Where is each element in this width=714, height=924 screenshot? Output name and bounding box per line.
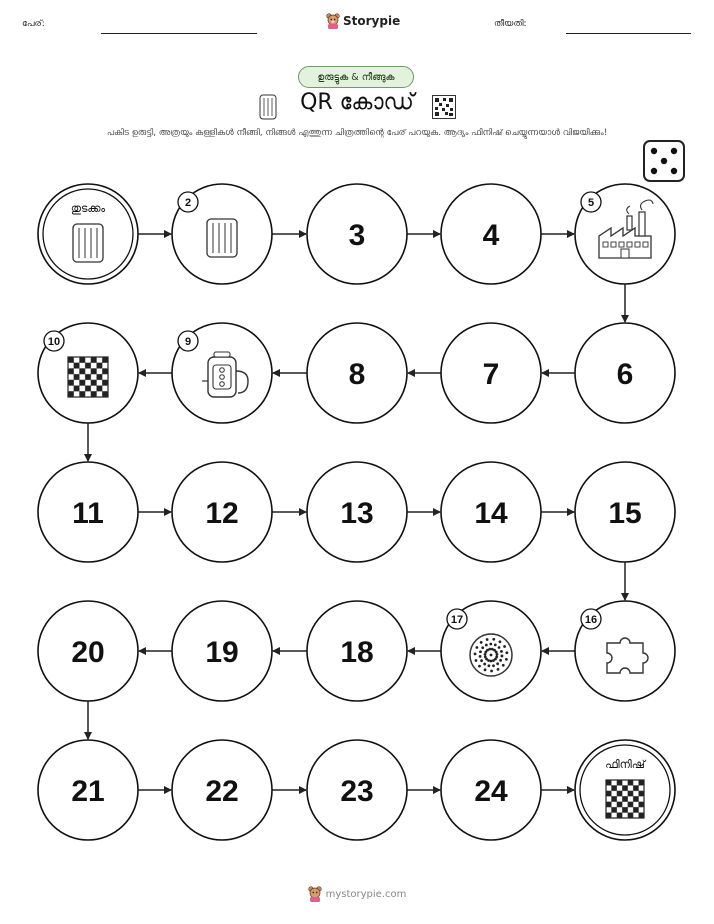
board-cell-19 [172, 601, 272, 701]
board-cell-15 [575, 462, 675, 562]
qr-code-icon [606, 780, 644, 818]
cell-number: 7 [482, 358, 500, 391]
cell-number: 14 [474, 497, 508, 530]
cell-number: 8 [348, 358, 366, 391]
radiator-icon [73, 224, 103, 262]
board-cell-2 [172, 184, 272, 284]
cell-number: 10 [47, 336, 61, 348]
cell-number: 23 [340, 775, 374, 808]
page-title: QR കോഡ് [300, 90, 414, 115]
board-cell-8 [307, 323, 407, 423]
board-cell-21 [38, 740, 138, 840]
cell-number: 24 [474, 775, 508, 808]
start-label: തുടക്കം [70, 202, 106, 215]
cell-number: 15 [608, 497, 642, 530]
footer [0, 886, 714, 902]
board-cell-22 [172, 740, 272, 840]
name-label: പേര്: [22, 19, 45, 29]
dotted-circle-icon [470, 634, 512, 676]
board-cell-5 [575, 184, 675, 284]
board-cell-3 [307, 184, 407, 284]
board-cell-6 [575, 323, 675, 423]
finish-label: ഫിനിഷ് [605, 758, 645, 771]
board-cell-17 [441, 601, 541, 701]
qr-code-icon [68, 357, 108, 397]
puzzle-piece-icon [607, 638, 648, 673]
cell-number: 20 [71, 636, 105, 669]
cell-number: 16 [584, 614, 598, 626]
cell-number: 17 [450, 614, 464, 626]
dice-icon [644, 141, 684, 181]
board-cell-9 [172, 323, 272, 423]
instructions-text: പകിട ഉരുട്ടി, അത്രയും കള്ളികൾ നീങ്ങി, നിങ്ങൾ എത്തുന്ന ചിത്രത്തിന്റെ പേര് പറയുക. ആദ്യം ഫിനിഷ് ചെയ്യുന്നയാൾ വിജയിക്കും! [106, 128, 608, 138]
brand-name: Storypie [343, 14, 401, 28]
cell-number: 21 [71, 775, 105, 808]
cell-number: 4 [482, 219, 500, 252]
cell-number: 6 [616, 358, 634, 391]
cell-number: 22 [205, 775, 239, 808]
board-cell-20 [38, 601, 138, 701]
board-cell-14 [441, 462, 541, 562]
cell-number: 12 [205, 497, 239, 530]
cell-number: 19 [205, 636, 239, 669]
cell-number: 9 [184, 336, 192, 348]
board-cell-4 [441, 184, 541, 284]
cell-number: 11 [72, 497, 104, 530]
board-cell-11 [38, 462, 138, 562]
radiator-icon [207, 219, 237, 257]
board-cell-12 [172, 462, 272, 562]
bear-mascot-icon [308, 886, 322, 902]
cell-number: 2 [184, 197, 192, 209]
board-cell-24 [441, 740, 541, 840]
date-label: തീയതി: [494, 19, 527, 29]
cell-number: 18 [340, 636, 374, 669]
footer-site[interactable]: mystorypie.com [325, 888, 407, 900]
board-cell-16 [575, 601, 675, 701]
board-cell-7 [441, 323, 541, 423]
board-cell-10 [38, 323, 138, 423]
cell-number: 5 [587, 197, 595, 209]
game-type-pill: ഉരുട്ടുക & നീങ്ങുക [298, 66, 414, 88]
start-cell [38, 184, 138, 284]
cell-number: 3 [348, 219, 366, 252]
cell-number: 13 [340, 497, 374, 530]
finish-cell [575, 740, 675, 840]
board-cell-23 [307, 740, 407, 840]
board-cell-13 [307, 462, 407, 562]
board-cell-18 [307, 601, 407, 701]
